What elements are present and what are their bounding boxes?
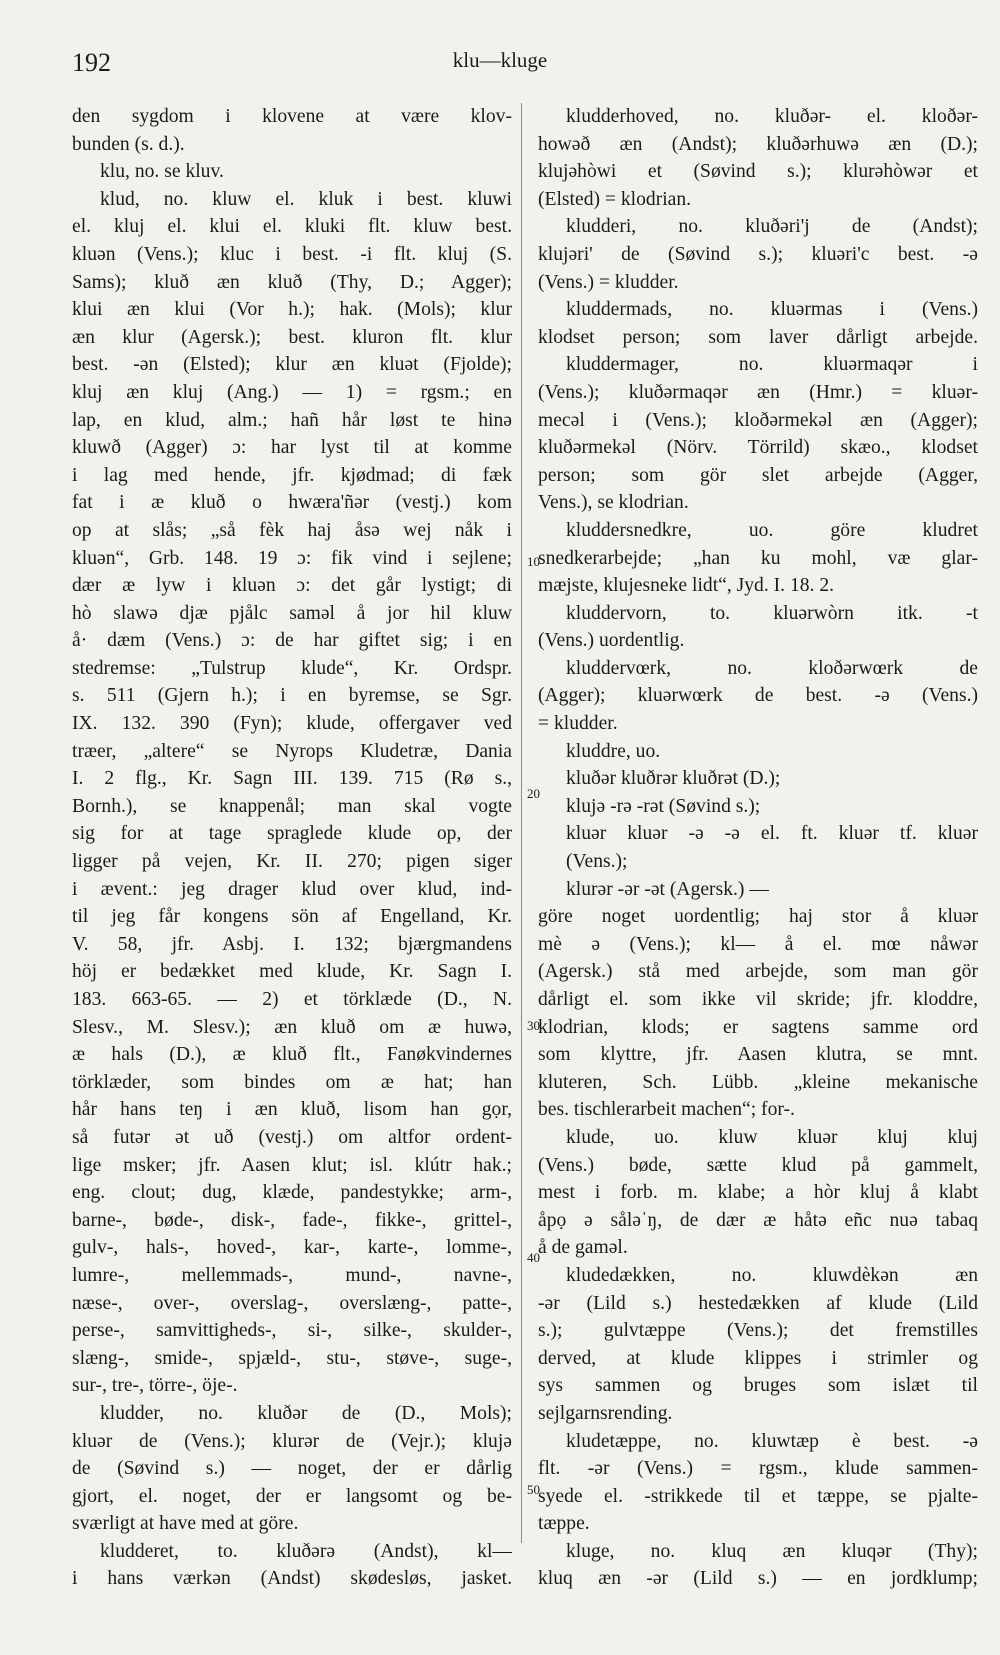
text-line: gulv-, hals-, hoved-, kar-, karte-, lomme-, xyxy=(72,1237,512,1259)
text-line: derved, at klude klippes i strimler og xyxy=(538,1347,978,1369)
text-line: dårligt el. som ikke vil skride; jfr. kloddre, xyxy=(538,989,978,1010)
right-column xyxy=(538,103,978,1593)
text-line: (Vens.) bøde, sætte klud på gammelt, xyxy=(538,1154,978,1176)
text-line: åpọ ə såləˈŋ, de dær æ håtə eñc nuə tabaq xyxy=(538,1209,978,1231)
text-line: stedremse: „Tulstrup klude“, Kr. Ordspr. xyxy=(72,657,512,679)
text-line: i hans værkən (Andst) skødesløs, jasket. xyxy=(72,1568,512,1590)
text-line: kludderi, no. kluðəri'j de (Andst); xyxy=(566,216,978,238)
text-line: kluwð (Agger) ɔ: har lyst til at komme xyxy=(72,437,512,459)
text-line: klodset person; som laver dårligt arbejde. xyxy=(538,326,978,348)
text-line: syede el. -strikkede til et tæppe, se pjalte- xyxy=(538,1485,978,1507)
text-line: = kludder. xyxy=(538,713,618,735)
text-line: mest i forb. m. klabe; a hòr kluj å klabt xyxy=(538,1182,978,1204)
text-line: klude, uo. kluw kluər kluj kluj xyxy=(566,1126,978,1148)
text-line: lige msker; jfr. Aasen klut; isl. klútr hak.; xyxy=(72,1154,512,1176)
text-line: kluddre, uo. xyxy=(566,740,661,762)
text-line: i lag med hende, jfr. kjødmad; di fæk xyxy=(72,464,512,486)
left-column xyxy=(72,103,512,1593)
text-line: kludedækken, no. kluwdèkən æn xyxy=(566,1264,978,1286)
line-number: 40 xyxy=(527,1250,540,1265)
text-line: flt. -ər (Vens.) = rgsm., klude sammen- xyxy=(538,1458,978,1480)
text-line: mæjste, klujesneke lidt“, Jyd. I. 18. 2. xyxy=(538,575,835,597)
text-line: kluteren, Sch. Lübb. „kleine mekanische xyxy=(538,1071,978,1093)
text-line: klujəri' de (Søvind s.); kluəri'c best. -ə xyxy=(538,243,978,265)
text-line: best. -ən (Elsted); klur æn kluət (Fjolde); xyxy=(72,354,512,376)
text-line: gjort, el. noget, der er langsomt og be- xyxy=(72,1485,512,1507)
text-line: (Vens.); kluðərmaqər æn (Hmr.) = kluər- xyxy=(538,381,978,403)
page-header xyxy=(0,48,1000,84)
text-line: sejlgarnsrending. xyxy=(538,1402,673,1424)
text-line: lap, en klud, alm.; hañ hår løst te hinə xyxy=(72,409,512,431)
text-line: sur-, tre-, törre-, öje-. xyxy=(72,1375,238,1397)
text-line: kluddersnedkre, uo. göre kludret xyxy=(566,519,978,541)
text-line: klodrian, klods; er sagtens samme ord xyxy=(538,1016,978,1038)
text-line: s.); gulvtæppe (Vens.); det fremstilles xyxy=(538,1320,978,1342)
text-line: Slesv., M. Slesv.); æn kluð om æ huwə, xyxy=(72,1016,512,1038)
line-number: 30 xyxy=(527,1018,540,1033)
text-line: kluər kluər -ə -ə el. ft. kluər tf. kluər xyxy=(566,823,978,845)
text-line: klujəhòwi et (Søvind s.); klurəhòwər et xyxy=(538,161,978,183)
text-line: som klyttre, jfr. Aasen klutra, se mnt. xyxy=(538,1044,978,1066)
text-line: hò slawə djæ pjålc saməl å jor hil kluw xyxy=(72,602,512,624)
text-line: kluən (Vens.); kluc i best. -i flt. kluj (S. xyxy=(72,243,512,265)
text-line: op at slås; „så fèk haj åsə wej nåk i xyxy=(72,519,512,541)
text-line: (Agersk.) stå med arbejde, som man gör xyxy=(538,961,978,983)
text-line: slæng-, smide-, spjæld-, stu-, støve-, suge-, xyxy=(72,1347,512,1369)
text-line: (Vens.); xyxy=(566,851,628,873)
text-line: i ævent.: jeg drager klud over klud, ind- xyxy=(72,878,512,900)
text-line: kluðərmekəl (Nörv. Törrild) skæo., klodset xyxy=(538,437,978,459)
text-line: kluj æn kluj (Ang.) — 1) = rgsm.; en xyxy=(72,381,512,403)
text-line: så futər ət uð (vestj.) om altfor ordent- xyxy=(72,1126,512,1148)
text-line: Vens.), se klodrian. xyxy=(538,492,689,514)
text-line: næse-, over-, overslag-, overslæng-, patte-, xyxy=(72,1292,512,1314)
text-line: kluðər kluðrər kluðrət (D.); xyxy=(566,768,781,790)
text-line: kluddervœrk, no. kloðərwœrk de xyxy=(566,657,978,679)
text-line: kludder, no. kluðər de (D., Mols); xyxy=(100,1402,512,1424)
text-line: person; som gör slet arbejde (Agger, xyxy=(538,464,978,486)
text-line: göre noget uordentlig; haj stor å kluər xyxy=(538,906,978,928)
text-line: kludderet, to. kluðərə (Andst), kl— xyxy=(100,1540,512,1562)
text-line: æ hals (D.), æ kluð flt., Fanøkvindernes xyxy=(72,1044,512,1066)
text-line: å· dæm (Vens.) ɔ: de har giftet sig; i en xyxy=(72,630,512,652)
text-line: kluən“, Grb. 148. 19 ɔ: fik vind i sejlene; xyxy=(72,547,512,569)
text-line: höj er bedækket med klude, Kr. Sagn I. xyxy=(72,961,512,983)
text-line: klujə -rə -rət (Søvind s.); xyxy=(566,795,761,817)
text-line: (Vens.) uordentlig. xyxy=(538,630,685,652)
text-line: klud, no. kluw el. kluk i best. kluwi xyxy=(100,188,512,210)
text-line: klu, no. se kluv. xyxy=(100,161,224,183)
text-line: snedkerarbejde; „han ku mohl, væ glar- xyxy=(538,547,978,569)
text-line: (Elsted) = klodrian. xyxy=(538,188,692,210)
line-number: 20 xyxy=(527,786,540,801)
text-line: lumre-, mellemmads-, mund-, navne-, xyxy=(72,1264,512,1286)
text-line: kluddervorn, to. kluərwòrn itk. -t xyxy=(566,602,978,624)
page-number: 192 xyxy=(72,48,111,77)
text-line: s. 511 (Gjern h.); i en byremse, se Sgr. xyxy=(72,685,512,707)
text-line: fat i æ kluð o hwæra'ñər (vestj.) kom xyxy=(72,492,512,514)
line-number: 50 xyxy=(527,1482,540,1497)
text-line: sys sammen og bruges som islæt til xyxy=(538,1375,978,1397)
text-line: el. kluj el. klui el. kluki flt. kluw best. xyxy=(72,216,512,238)
column-divider xyxy=(521,103,522,1543)
text-line: mè ə (Vens.); kl— å el. mœ nåwər xyxy=(538,933,978,955)
text-line: tæppe. xyxy=(538,1513,590,1535)
text-line: (Agger); kluərwœrk de best. -ə (Vens.) xyxy=(538,685,978,707)
text-line: perse-, samvittigheds-, si-, silke-, skulder-, xyxy=(72,1320,512,1342)
text-line: til jeg får kongens sön af Engelland, Kr. xyxy=(72,906,512,928)
text-line: ligger på vejen, Kr. II. 270; pigen siger xyxy=(72,851,512,873)
text-line: 183. 663-65. — 2) et törklæde (D., N. xyxy=(72,989,512,1010)
text-line: (Vens.) = kludder. xyxy=(538,271,679,293)
text-line: den sygdom i klovene at være klov- xyxy=(72,106,512,127)
text-line: kluddermads, no. kluərmas i (Vens.) xyxy=(566,299,978,321)
text-line: kludderhoved, no. kluðər- el. kloðər- xyxy=(566,106,978,127)
text-line: kludetæppe, no. kluwtæp è best. -ə xyxy=(566,1430,978,1452)
text-line: howəð æn (Andst); kluðərhuwə æn (D.); xyxy=(538,133,978,155)
text-line: æn klur (Agersk.); best. kluron flt. klur xyxy=(72,326,512,348)
text-line: dær æ lyw i kluən ɔ: det går lystigt; di xyxy=(72,575,512,597)
text-line: IX. 132. 390 (Fyn); klude, offergaver ved xyxy=(72,713,512,735)
text-line: V. 58, jfr. Asbj. I. 132; bjærgmandens xyxy=(72,933,512,955)
text-line: -ər (Lild s.) hestedækken af klude (Lild xyxy=(538,1292,978,1314)
text-line: I. 2 flg., Kr. Sagn III. 139. 715 (Rø s., xyxy=(72,768,512,790)
running-head: klu—kluge xyxy=(452,48,548,72)
text-line: hår hans teŋ i æn kluð, lisom han gọr, xyxy=(72,1099,512,1121)
text-line: klui æn klui (Vor h.); hak. (Mols); klur xyxy=(72,299,512,321)
text-line: kluddermager, no. kluərmaqər i xyxy=(566,354,978,376)
text-line: barne-, bøde-, disk-, fade-, fikke-, grittel-, xyxy=(72,1209,512,1231)
text-line: törklæder, som bindes om æ hat; han xyxy=(72,1071,512,1093)
text-line: å de gaməl. xyxy=(538,1237,628,1259)
text-line: kluər de (Vens.); klurər de (Vejr.); klujə xyxy=(72,1430,512,1452)
text-line: eng. clout; dug, klæde, pandestykke; arm-, xyxy=(72,1182,512,1204)
text-line: træer, „altere“ se Nyrops Kludetræ, Dania xyxy=(72,740,512,762)
text-line: de (Søvind s.) — noget, der er dårlig xyxy=(72,1458,512,1480)
text-line: Bornh.), se knappenål; man skal vogte xyxy=(72,795,512,817)
text-line: kluge, no. kluq æn kluqər (Thy); xyxy=(566,1540,978,1562)
text-line: sværligt at have med at göre. xyxy=(72,1513,299,1535)
line-number: 10 xyxy=(527,554,540,569)
text-line: mecəl i (Vens.); kloðərmekəl æn (Agger); xyxy=(538,409,978,431)
text-line: bes. tischlerarbeit machen“; for-. xyxy=(538,1099,795,1121)
text-line: klurər -ər -ət (Agersk.) — xyxy=(566,878,769,900)
text-line: Sams); kluð æn kluð (Thy, D.; Agger); xyxy=(72,271,512,293)
text-line: bunden (s. d.). xyxy=(72,133,185,155)
text-line: sig for at tage spraglede klude op, der xyxy=(72,823,512,845)
text-line: kluq æn -ər (Lild s.) — en jordklump; xyxy=(538,1568,978,1590)
